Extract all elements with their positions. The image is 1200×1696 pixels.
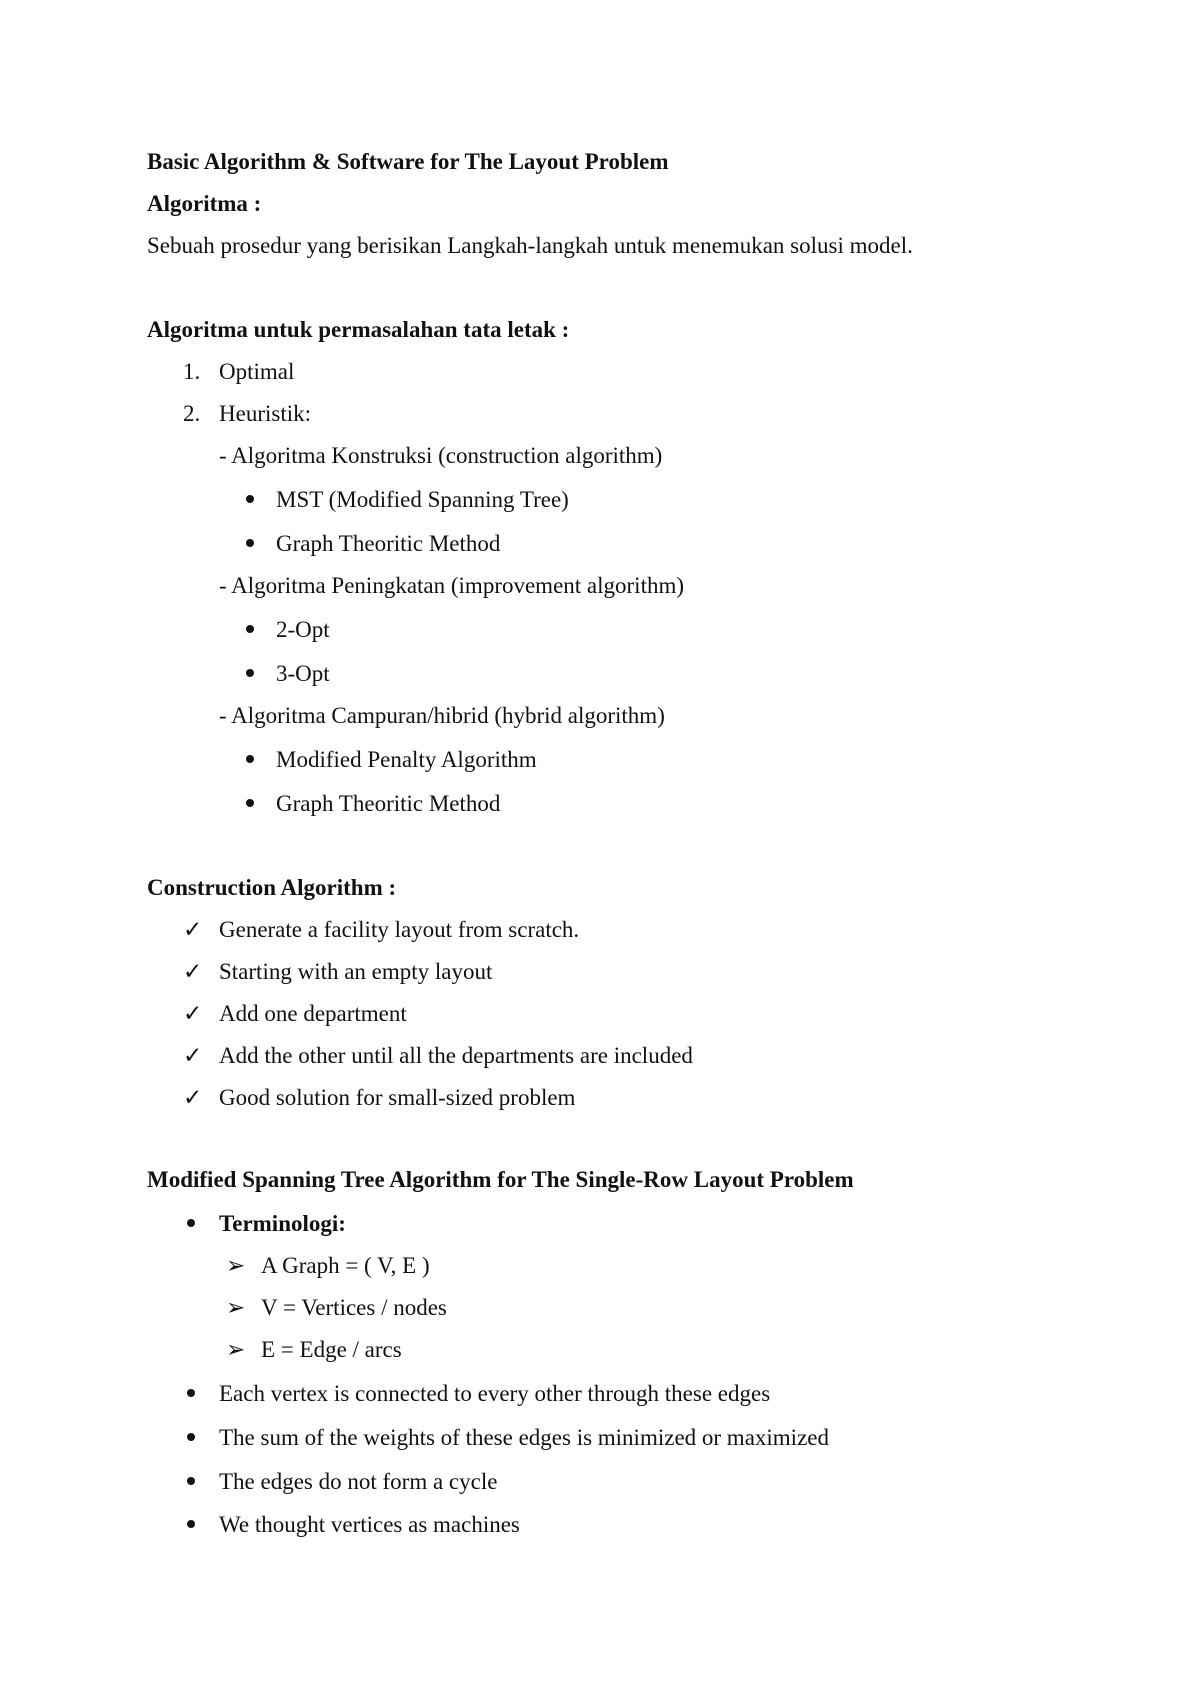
- list-item: 3-Opt: [276, 661, 330, 686]
- terminology-item: A Graph = ( V, E ): [261, 1253, 430, 1278]
- mst-point: The sum of the weights of these edges is minimized or maximized: [219, 1425, 829, 1450]
- bullet-icon: [187, 1520, 195, 1528]
- construction-heading: Construction Algorithm :: [147, 875, 397, 900]
- list-number: 2.: [183, 401, 201, 426]
- tata-letak-heading: Algoritma untuk permasalahan tata letak :: [147, 317, 570, 342]
- group-label-campuran: - Algoritma Campuran/hibrid (hybrid algorithm): [219, 703, 665, 728]
- mst-heading: Modified Spanning Tree Algorithm for The Single-Row Layout Problem: [147, 1167, 854, 1192]
- bullet-icon: [246, 799, 254, 807]
- checkmark-icon: ✓: [183, 1085, 203, 1110]
- group-label-konstruksi: - Algoritma Konstruksi (construction algorithm): [219, 443, 663, 468]
- bullet-icon: [246, 755, 254, 763]
- check-item: Add the other until all the departments are included: [219, 1043, 693, 1068]
- check-item: Starting with an empty layout: [219, 959, 493, 984]
- checkmark-icon: ✓: [183, 1001, 203, 1026]
- checkmark-icon: ✓: [183, 1043, 203, 1068]
- arrow-bullet-icon: ➢: [226, 1253, 246, 1278]
- bullet-icon: [187, 1433, 195, 1441]
- mst-point: We thought vertices as machines: [219, 1512, 520, 1537]
- checkmark-icon: ✓: [183, 959, 203, 984]
- list-item: Graph Theoritic Method: [276, 531, 501, 556]
- bullet-icon: [246, 539, 254, 547]
- checkmark-icon: ✓: [183, 917, 203, 942]
- list-item-heuristik: Heuristik:: [219, 401, 311, 426]
- group-label-peningkatan: - Algoritma Peningkatan (improvement algorithm): [219, 573, 685, 598]
- bullet-icon: [187, 1477, 195, 1485]
- check-item: Good solution for small-sized problem: [219, 1085, 576, 1110]
- list-item: MST (Modified Spanning Tree): [276, 487, 569, 512]
- terminology-item: V = Vertices / nodes: [261, 1295, 447, 1320]
- bullet-icon: [246, 495, 254, 503]
- arrow-bullet-icon: ➢: [226, 1337, 246, 1362]
- algoritma-heading: Algoritma :: [147, 191, 262, 216]
- bullet-icon: [187, 1219, 195, 1227]
- check-item: Add one department: [219, 1001, 407, 1026]
- bullet-icon: [187, 1389, 195, 1397]
- algoritma-definition: Sebuah prosedur yang berisikan Langkah-langkah untuk menemukan solusi model.: [147, 233, 913, 258]
- list-item: Modified Penalty Algorithm: [276, 747, 537, 772]
- terminology-item: E = Edge / arcs: [261, 1337, 402, 1362]
- mst-point: Each vertex is connected to every other through these edges: [219, 1381, 771, 1406]
- check-item: Generate a facility layout from scratch.: [219, 917, 580, 942]
- bullet-icon: [246, 625, 254, 633]
- list-item-optimal: Optimal: [219, 359, 295, 384]
- arrow-bullet-icon: ➢: [226, 1295, 246, 1320]
- list-number: 1.: [183, 359, 201, 384]
- document-title: Basic Algorithm & Software for The Layout Problem: [147, 149, 669, 174]
- mst-point: The edges do not form a cycle: [219, 1469, 498, 1494]
- bullet-icon: [246, 669, 254, 677]
- list-item: 2-Opt: [276, 617, 330, 642]
- list-item: Graph Theoritic Method: [276, 791, 501, 816]
- terminology-label: Terminologi:: [219, 1211, 346, 1236]
